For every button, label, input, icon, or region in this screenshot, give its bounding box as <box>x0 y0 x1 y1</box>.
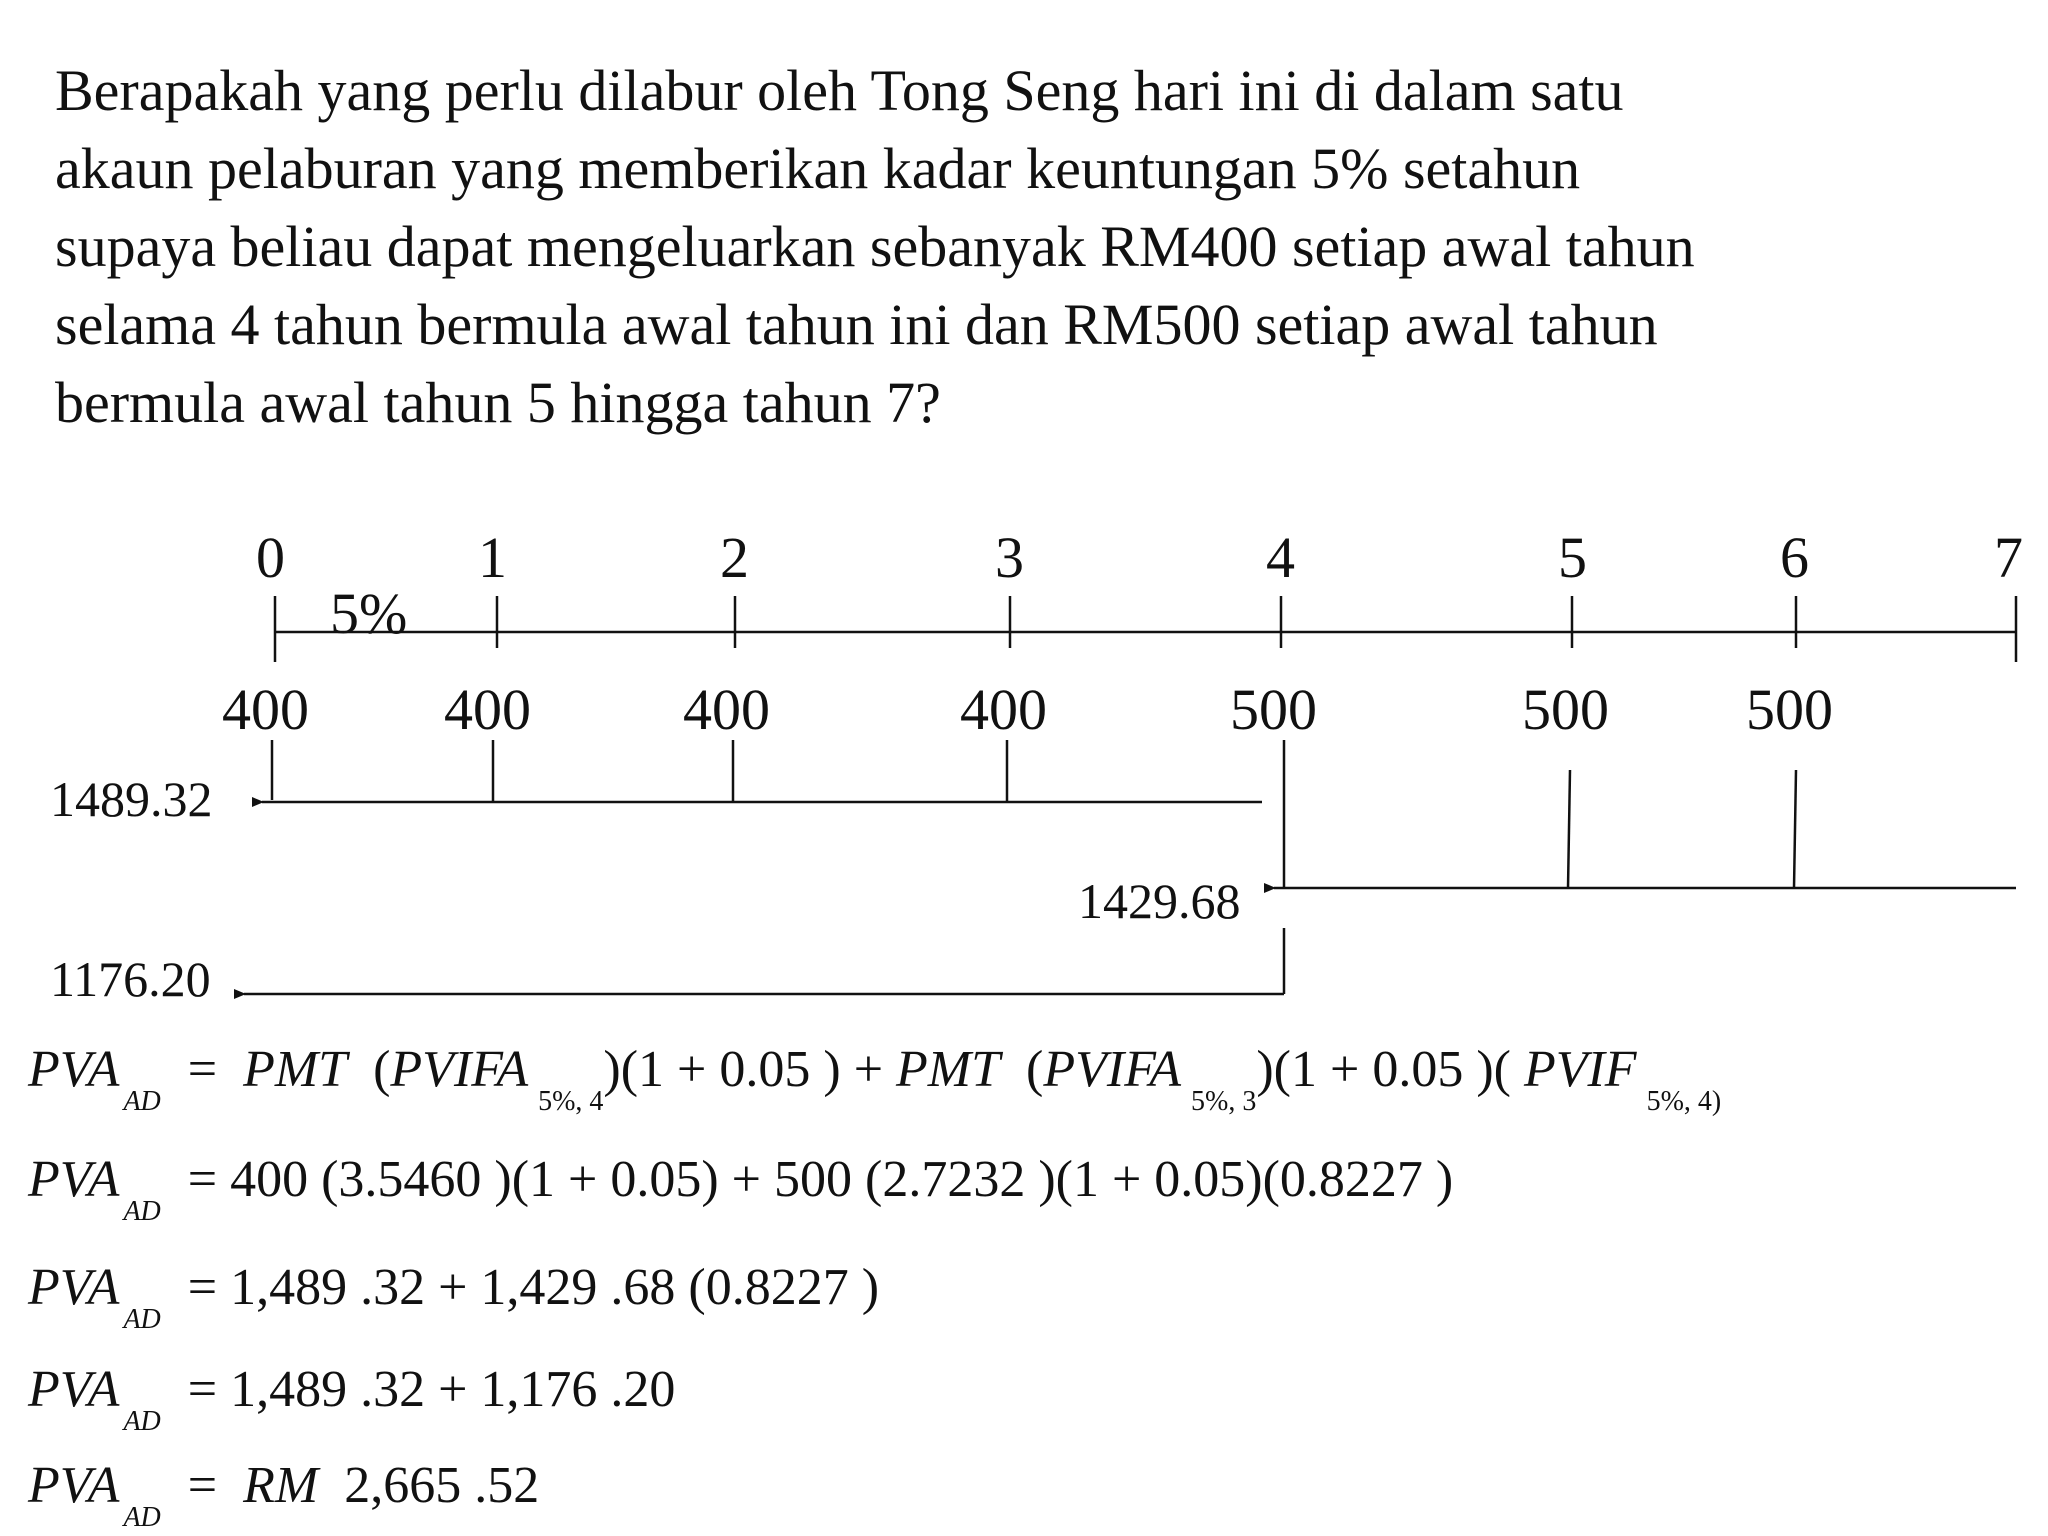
year-label-6: 6 <box>1780 525 1809 590</box>
pv-discounted-value: 1176.20 <box>50 951 211 1007</box>
equation-line-5: $PVA_{AD}$ = RM 2,665 .52 <box>28 1457 540 1533</box>
cash-flow-2: 400 <box>683 677 770 742</box>
pv-annuity1-value: 1489.32 <box>50 771 213 827</box>
annuity2-drop-5 <box>1568 770 1570 888</box>
question-line-5: bermula awal tahun 5 hingga tahun 7? <box>55 370 941 435</box>
year-label-7: 7 <box>1994 525 2023 590</box>
year-label-0: 0 <box>256 525 285 590</box>
question-line-3: supaya beliau dapat mengeluarkan sebanyak RM400 setiap awal tahun <box>55 214 1695 279</box>
year-label-3: 3 <box>995 525 1024 590</box>
interest-rate-label: 5% <box>330 581 408 646</box>
cash-flow-5: 500 <box>1522 677 1609 742</box>
equation-line-2: $PVA_{AD} = 400$ (3.5460 )(1 + 0.05) + 500 (2.7232 )(1 + 0.05)(0.8227 ) <box>28 1151 1454 1227</box>
year-label-4: 4 <box>1266 525 1295 590</box>
equation-line-4: $PVA_{AD} = 1,489$ .32 + 1,176 .20 <box>28 1361 676 1437</box>
year-label-5: 5 <box>1558 525 1587 590</box>
cash-flow-1: 400 <box>444 677 531 742</box>
pv-annuity2-value: 1429.68 <box>1078 873 1241 929</box>
eq5-result: 2,665 .52 <box>344 1457 540 1514</box>
eq5-currency: RM <box>243 1457 319 1514</box>
question-line-1: Berapakah yang perlu dilabur oleh Tong Seng hari ini di dalam satu <box>55 58 1624 123</box>
year-label-1: 1 <box>478 525 507 590</box>
eq1-lhs: PVA <box>28 1041 120 1098</box>
question-line-2: akaun pelaburan yang memberikan kadar keuntungan 5% setahun <box>55 136 1581 201</box>
cash-flow-3: 400 <box>960 677 1047 742</box>
year-label-2: 2 <box>720 525 749 590</box>
cash-flow-4: 500 <box>1230 677 1317 742</box>
annuity2-drop-6 <box>1794 770 1796 888</box>
question-line-4: selama 4 tahun bermula awal tahun ini dan RM500 setiap awal tahun <box>55 292 1658 357</box>
cash-flow-0: 400 <box>222 677 309 742</box>
equation-line-3: $PVA_{AD} = 1,489$ .32 + 1,429 .68 (0.8227 ) <box>28 1259 880 1335</box>
cash-flow-6: 500 <box>1746 677 1833 742</box>
equation-line-1: $PVA_{AD}$ = PMT $(PVIFA_{5\%, 4})(1 + 0.05$ ) + PMT $(PVIFA_{5\%, 3})(1 + 0.05$ )( $PVIF_{5\%, 4)}$ <box>28 1041 1722 1117</box>
